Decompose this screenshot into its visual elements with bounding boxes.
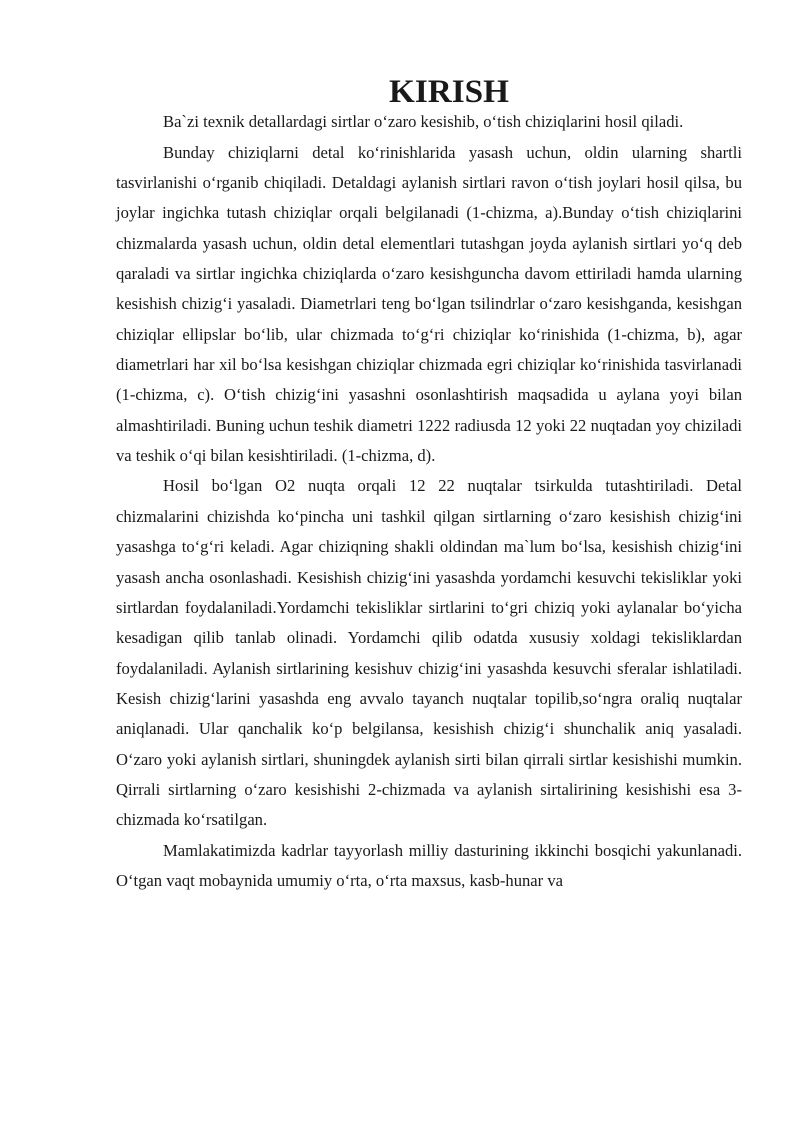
paragraph: Ba`zi texnik detallardagi sirtlar o‘zaro kesishib, o‘tish chiziqlarini hosil qiladi.	[163, 112, 684, 132]
paragraph: Hosil bo‘lgan O2 nuqta orqali 12 22 nuqtalar tsirkulda tutashtiriladi. Detal chizmalarini chizishda ko‘pincha uni tashkil qilgan sirtlarning o‘zaro kesishish chizig‘ini yasashga to‘g‘ri keladi. Agar chiziqning shakli oldindan ma`lum bo‘lsa, kesishish chizig‘ini yasash ancha osonlashadi. Kesishish chizig‘ini yasashda yordamchi kesuvchi tekisliklar yoki sirtlardan foydalaniladi.Yordamchi tekisliklar sirtlarini to‘gri chiziq yoki aylanalar bo‘yicha kesadigan qilib tanlab olinadi. Yordamchi qilib odatda xususiy xoldagi tekisliklardan foydalaniladi. Aylanish sirtlarining kesishuv chizig‘ini yasashda kesuvchi sferalar ishlatiladi. Kesish chizig‘larini yasashda eng avvalo tayanch nuqtalar topilib,so‘ngra oraliq nuqtalar aniqlanadi. Ular qanchalik ko‘p belgilansa, kesishish chizig‘i shunchalik aniq yasaladi. O‘zaro yoki aylanish sirtlari, shuningdek aylanish sirti bilan qirrali sirtlar kesishishi mumkin. Qirrali sirtlarning o‘zaro kesishishi 2-chizmada va aylanish sirtalirining kesishishi esa 3-chizmada ko‘rsatilgan.	[116, 476, 742, 830]
document-body	[116, 73, 742, 896]
page-title: KIRISH	[389, 73, 509, 110]
paragraph: Mamlakatimizda kadrlar tayyorlash milliy dasturining ikkinchi bosqichi yakunlanadi. O‘tgan vaqt mobaynida umumiy o‘rta, o‘rta maxsus, kasb-hunar va	[116, 840, 742, 890]
paragraph: Bunday chiziqlarni detal ko‘rinishlarida yasash uchun, oldin ularning shartli tasvirlanishi o‘rganib chiqiladi. Detaldagi aylanish sirtlari ravon o‘tish joylari hosil qilsa, bu joylar ingichka tutash chiziqlar orqali belgilanadi (1-chizma, a).Bunday o‘tish chiziqlarini chizmalarda yasash uchun, oldin detal elementlari tutashgan joyda aylanish sirtlari yo‘q deb qaraladi va sirtlar ingichka chiziqlarda o‘zaro kesishguncha davom ettiriladi hamda ularning kesishish chizig‘i yasaladi. Diametrlari teng bo‘lgan tsilindrlar o‘zaro kesishganda, kesishgan chiziqlar ellipslar bo‘lib, ular chizmada to‘g‘ri chiziqlar ko‘rinishida (1-chizma, b), agar diametrlari har xil bo‘lsa kesishgan chiziqlar chizmada egri chiziqlar ko‘rinishida tasvirlanadi (1-chizma, c). O‘tish chizig‘ini yasashni osonlashtirish maqsadida u aylana yoyi bilan almashtiriladi. Buning uchun teshik diametri 1222 radiusda 12 yoki 22 nuqtadan yoy chiziladi va teshik o‘qi bilan kesishtiriladi. (1-chizma, d).	[116, 142, 742, 466]
